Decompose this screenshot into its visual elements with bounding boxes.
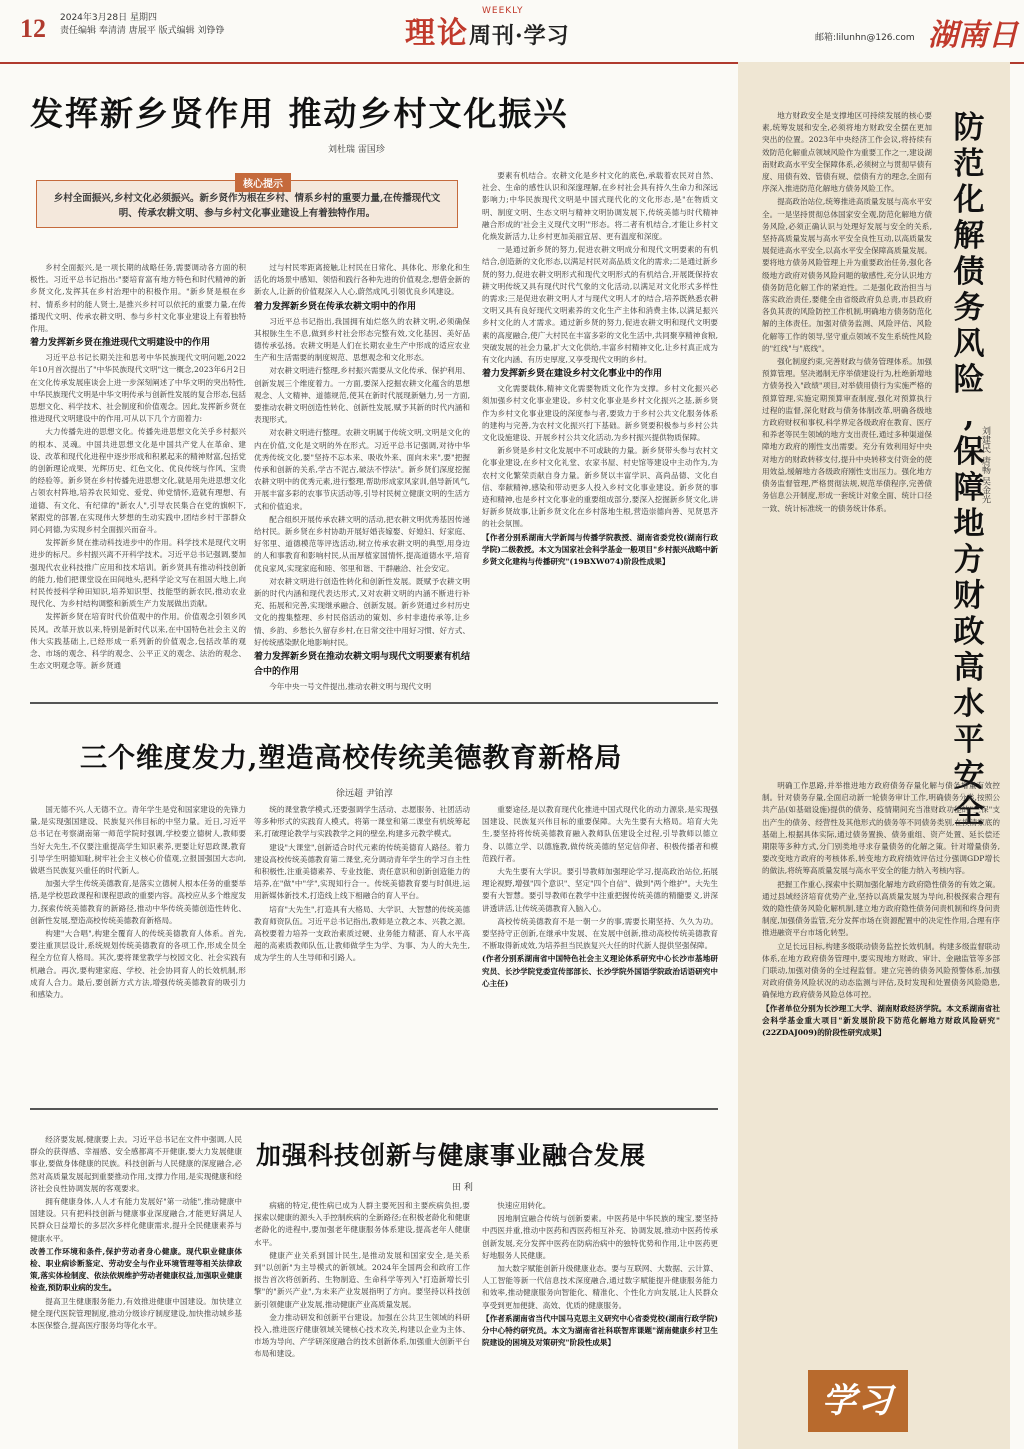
article1-column-2 — [254, 262, 470, 692]
page-number: 12 — [20, 14, 46, 43]
title-char: 地 — [953, 506, 985, 542]
paragraph: 文化需要载体,精神文化需要物质文化作为支撑。乡村文化振兴必须加强乡村文化事业建设。乡村文化事业是乡村文化振兴之基,新乡贤作为乡村文化事业建设的深度参与者,要致力于乡村公共文化服务体系的建构与完善,为农村文化振兴打下基础。新乡贤要积极参与乡村公共文化设施建设、开展乡村公共文化活动,为乡村振兴提供物质保障。 — [482, 384, 718, 443]
title-char: 安 — [953, 758, 985, 794]
paragraph: 快速应用转化。 — [497, 1201, 551, 1210]
paragraph: 改善工作环境和条件,保护劳动者身心健康。现代职业健康体检、职业病诊断鉴定、劳动安全与作业环境管理等相关法律政策,落实体检制度、依法依规维护劳动者健康权益,加强职业健康检查,预防职业病的发生。 — [30, 1246, 242, 1293]
key-points-text: 乡村全面振兴,乡村文化必须振兴。新乡贤作为根在乡村、情系乡村的重要力量,在传播现代文明、传承农耕文明、参与乡村文化事业建设上有着独特作用。 — [53, 193, 441, 219]
title-char: 全 — [953, 794, 985, 830]
key-points-box — [36, 180, 458, 228]
paragraph: 健康产业关系到国计民生,是推动发展和国家安全,是关系到"以创新"为主导模式的新领域。2024年全国两会和政府工作报告首次将创新药、生物制造、生命科学等列入"打造新增长引擎"的"新兴产业",为未来产业发展指明了方向。要坚持以科技创新引领健康产业发展,推动健康产业高质量发展。 — [254, 1250, 470, 1309]
article1-column-3 — [482, 170, 718, 692]
article2-byline: 徐远超 尹铂淳 — [336, 789, 393, 799]
subheading: 着力发挥新乡贤在建设乡村文化事业中的作用 — [482, 369, 663, 380]
paragraph: 金力推动研发和创新平台建设。加强在公共卫生领域的科研投入,推进医疗健康领域关键核心技术攻关,构建以企业为主体、市场为导向、产学研深度融合的技术创新体系,加强重大创新平台布局和建设。 — [254, 1312, 470, 1359]
paragraph: 培育"大先生",打造具有大格局、大学识、大智慧的传统美德教育师资队伍。习近平总书记指出,教师是立教之本、兴教之源。高校要着力培养一支政治素质过硬、业务能力精湛、育人水平高超的高素质教师队伍,让教师做学生为学、为事、为人的大先生,成为学生的人生导师和引路人。 — [254, 904, 470, 963]
study-badge: 学习 — [808, 1370, 908, 1432]
paragraph: 对农耕文明进行整理,乡村振兴需要从文化传承、保护利用、创新发展三个维度着力。一方面,要深入挖掘农耕文化蕴含的思想观念、人文精神、道德规范,使其在新时代展现新魅力,另一方面,要推动农耕文明创造性转化、创新性发展,赋予其新的时代内涵和表现形式。 — [254, 366, 470, 425]
paragraph: 构建"大合唱",构建全覆育人的传统美德教育人体系。首先,要注重顶层设计,系统规划传统美德教育的各项工作,形成全员全程全方位育人格局。其次,要将课堂教学与校园文化、社会实践有机融合。再次,要构建家庭、学校、社会协同育人的长效机制,形成育人合力。最后,要创新方式方法,增强传统美德教育的吸引力和感染力。 — [30, 929, 246, 1000]
article1-title: 发挥新乡贤作用 推动乡村文化振兴 — [30, 94, 569, 133]
sidebar-authors: 刘建民 唐畅 吴金光 — [980, 426, 990, 504]
paragraph: 加强大学生传统美德教育,是落实立德树人根本任务的重要举措,是学校思政课程和课程思政的重要内容。高校应从多个维度发力,探索传统美德教育的新路径,推动中华传统美德创造性转化、创新性发展,塑造高校传统美德教育新格局。 — [30, 879, 246, 925]
title-char: 解 — [953, 218, 985, 254]
weekly-label: WEEKLY — [482, 6, 524, 16]
paragraph: 大力传播先进的思想文化。传播先进思想文化关乎乡村振兴的根本、灵魂。中国共进思想文化是中国共产党人在革命、建设、改革和现代化进程中逐步形成和积累起来的精神财富,包括党的创新理论成果、光辉历史、红色文化、优良传统与作风、宝贵的经验等。新乡贤在乡村传播先进思想文化,就是用先进思想文化占领农村阵地,培养农民知党、爱党、帅党情怀,造就有理想、有道德、有文化、有纪律的"新农人",引导农民集合在党的旗帜下,紧跟党的部署,在实现伟大梦想的生动实践中,团结乡村干部群众同心同德,为实现乡村全面振兴而奋斗。 — [30, 427, 246, 535]
paragraph: 乡村全面振兴,是一项长期的战略任务,需要调动各方面的积极性。习近平总书记指出:"要培育富有地方特色和时代精神的新乡贤文化,发挥其在乡村治理中的积极作用。"新乡贤是根在乡村、情系乡村的能人贤士,是推兴乡村可以依托的重要力量,在传播现代文明、传承农耕文明、参与乡村文化事业建设上有着独特作用。 — [30, 263, 246, 334]
issue-date: 2024年3月28日 星期四 — [60, 13, 157, 23]
paragraph: 因地制宜融合传统与创新要素。中医药是中华民族的瑰宝,要坚持中西医并重,推动中医药和西医药相互补充、协调发展,推动中医药传承创新发展,充分发挥中医药在防病治病中的独特优势和作用,让中医药更好地服务人民健康。 — [482, 1214, 718, 1260]
paragraph: 发挥新乡贤在培育时代价值观中的作用。价值观念引领乡风民风。改革开放以来,特别是新时代以来,在中国特色社会主义的伟大实践基础上,已经形成一系列新的价值观念,包括改革的观念、市场的观念、科学的观念、公平正义的观念、法治的观念、生态文明观念等。新乡贤通 — [30, 612, 246, 671]
sidebar-column — [762, 110, 932, 770]
section-sub: 周刊·学习 — [469, 23, 570, 49]
paragraph: 加大数字赋能创新升级健康业态。要与互联网、大数据、云计算、人工智能等新一代信息技术深度融合,通过数字赋能提升健康服务能力和效率,推动健康服务向智能化、精准化、个性化方向发展,让人民群众享受到更加便捷、高效、优质的健康服务。 — [482, 1264, 718, 1310]
article1-byline: 刘杜瑞 雷国珍 — [328, 145, 385, 155]
masthead — [0, 0, 1024, 64]
key-points-label: 核心提示 — [235, 173, 291, 192]
newspaper-logo: 湖南日 — [928, 18, 1018, 53]
article2-column-3 — [482, 804, 718, 1100]
editors: 责任编辑 奉清清 唐展平 版式编辑 刘铮铮 — [60, 26, 225, 36]
subheading: 着力发挥新乡贤在推进现代文明建设中的作用 — [30, 338, 211, 349]
title-char: 水 — [953, 686, 985, 722]
article3-column-1 — [30, 1134, 242, 1439]
article2-column-1 — [30, 804, 246, 1100]
paragraph: 习近平总书记长期关注和思考中华民族现代文明问题,2022年10月首次提出了"中华民族现代文明"这一概念,2023年6月2日在文化传承发展座谈会上进一步深刻阐述了中华文明的突出特性,中华民族现代文明是中华文明传承与创新性发展的复合形态,包括思想文化、科学技术、社会制度和价值观念。因此,发挥新乡贤在推进现代文明建设中的作用,可从以下几个方面着力: — [30, 353, 246, 424]
paragraph: 病痛的特定,使性病已成为人群主要死因和主要疾病负担,要探索以健康的源头入手控制疾病的全新路径;在积极老龄化和健康老龄化的进程中,要加强老年健康服务体系建设,提高老年人健康水平。 — [254, 1201, 470, 1247]
title-char: 化 — [953, 182, 985, 218]
paragraph: 地方财政安全是支撑地区可持续发展的核心要素,统筹发展和安全,必须将地方财政安全摆在更加突出的位置。2023年中央经济工作会议,将持续有效防范化解重点领域风险作为重要工作之一,建设湖南财政高水平安全保障体系,必须树立与贯彻早债有度、用债有效、管债有规、偿债有方的理念,全面有序深入推进防范化解地方债务风险工作。 — [762, 111, 932, 194]
title-char: 财 — [953, 578, 985, 614]
article3-column-3 — [482, 1200, 718, 1439]
paragraph: 提高卫生健康服务能力,有效推进健康中国建设。加快建立健全现代医院管理制度,推动分级诊疗制度建设,加快推动城乡基本医保整合,提高医疗服务均等化水平。 — [30, 1296, 242, 1331]
title-char: 范 — [953, 146, 985, 182]
paragraph: 把握工作重心,探索中长期加强化解地方政府隐性债务的有效之策。通过县域经济培育优势产业,坚持以高质量发展为导向,积极探索合理有效的隐性债务风险化解机制,建立地方政府隐性债务问责机制和终身问责制度,加强债务监管,充分发挥市场在资源配置中的决定性作用,合理有序推进融资平台市场化转型。 — [762, 879, 1000, 938]
paragraph: 对农耕文明进行整理。农耕文明属于传统文明,文明是文化的内在价值,文化是文明的外在形式。习近平总书记强调,对待中华优秀传统文化,要"坚持不忘本来、吸收外来、面向未来",要"把握传承和创新的关系,学古不泥古,破法不悖法"。新乡贤们深度挖掘农耕文明中的优秀元素,进行整理,帮助形成家风家训,倡导新风气,开展丰富多彩的农事节庆活动等,引导村民树立健康文明的生活方式和价值追求。 — [254, 428, 470, 511]
paragraph: 统的课堂教学模式,还要强调学生活动、志愿服务、社团活动等多种形式的实践育人模式。将第一课堂和第二课堂有机统筹起来,打破理论教学与实践教学之间的壁垒,构建多元教学模式。 — [254, 805, 470, 839]
title-char: 高 — [953, 650, 985, 686]
title-char: 债 — [953, 254, 985, 290]
paragraph: 配合组织开展传承农耕文明的活动,把农耕文明优秀基因传递给村民。新乡贤在乡村协助开展好婚丧嫁娶、好媳妇、好家庭、好邻里、道德模范等评选活动,树立传承农耕文明的典型,用身边的人和事教育和影响村民,从而厚植家国情怀,提高道德水平,培育优良家风,实现家庭和睦、邻里和谐、干群融洽、社会安定。 — [254, 514, 470, 573]
divider — [30, 702, 718, 704]
paragraph: 经济要发展,健康要上去。习近平总书记在文件中强调,人民群众的获得感、幸福感、安全感都离不开健康,要大力发展健康事业,要做身体健康的民族。科技创新与人民健康的深度融合,必然对高质量发展起到重要推动作用,支撑力作用,是实现健康和经济社会良性协调发展的客观要求。 — [30, 1135, 242, 1193]
author-note: (作者分别系湖南省中国特色社会主义理论体系研究中心长沙市基地研究员、长沙学院党委宣传部部长、长沙学院外国语学院政治话语研究中心主任) — [482, 954, 718, 988]
title-char: 防 — [953, 110, 985, 146]
subheading: 着力发挥新乡贤在传承农耕文明中的作用 — [254, 301, 417, 312]
paragraph: 高校传统美德教育不是一朝一夕的事,需要长期坚持、久久为功。要坚持守正创新,在继承中发展、在发展中创新,推动高校传统美德教育不断取得新成效,为培养担当民族复兴大任的时代新人提供坚强保障。 — [482, 916, 718, 951]
article2-column-2 — [254, 804, 470, 1100]
divider — [30, 1108, 718, 1110]
sidebar-column-wide — [762, 780, 1000, 1340]
title-char: 平 — [953, 722, 985, 758]
title-char: 保 — [953, 434, 985, 470]
author-note: 【作者系湖南省当代中国马克思主义研究中心省委党校(湖南行政学院)分中心特约研究员。本文为湖南省社科联智库课题"湖南健康乡村卫生院建设的困境及对策研究"阶段性成果】 — [482, 1313, 718, 1348]
article3-byline: 田 利 — [452, 1183, 473, 1193]
paragraph: 拥有健康身体,人人才有能力发展好"第一动能",推动健康中国建设。只有把科技创新与健康事业深度融合,才能更好满足人民群众日益增长的多层次多样化健康需求,提升全民健康素养与健康水平。 — [30, 1197, 242, 1243]
title-char: 政 — [953, 614, 985, 650]
paragraph: 强化制度约束,完善财政与债务管理体系。加强预算管理。坚决遏制无序举债建设行为,杜绝新增地方债务投入"政绩"项目,对举债用债行为实施严格的预算管理,实施定期预算审查制度,强化对预算执行过程的监督,深化财政与债务体制改革,明确各级地方政府财权和事权,科学界定各级政府在教育、医疗和养老等民生领域的地方支出责任,通过多种渠道保障地方政府的刚性支出需要。充分有效利用好中央对地方的财政转移支付,提升中央转移支付资金的使用效益,缓解地方各级政府刚性支出压力。强化地方债务监督管理,严格贯彻法规,规范举债程序,完善债务信息公开制度,形成一套统计对象全面、统计口径一致、统计标准统一的债务统计体系。 — [762, 357, 932, 513]
masthead-meta — [60, 12, 224, 38]
author-note: 【作者分别系湖南大学新闻与传播学院教授、湖南省委党校(湖南行政学院)二级教授。本文为国家社会科学基金一般项目"乡村振兴战略中新乡贤文化建构与传播研究"(19BXW074)阶段性成果】 — [482, 532, 718, 567]
paragraph: 发挥新乡贤在推动科技进步中的作用。科学技术是现代文明进步的标尺。乡村振兴离不开科学技术。习近平总书记强调,要加强现代农业科技推广应用和技术培训。新乡贤具有推动科技创新的能力,他们把课堂设在田间地头,把科学论文写在祖国大地上,向村民传授科学种田知识,培养知识型、技能型的新农民,推动农业现代化、为乡村结构调整和新质生产力发展做出贡献。 — [30, 538, 246, 609]
author-note: 【作者单位分别为长沙理工大学、湖南财政经济学院。本文系湖南省社会科学基金重大项目"新发展阶段下防范化解地方财政风险研究"(22ZDAJ009)的阶段性研究成果】 — [762, 1003, 1000, 1038]
contact-email: 邮箱:lilunhn@126.com — [815, 33, 915, 43]
paragraph: 今年中央一号文件提出,推动农耕文明与现代文明 — [269, 682, 432, 692]
section-name: 理论 — [405, 16, 469, 51]
paragraph: 对农耕文明进行创造性转化和创新性发展。既赋予农耕文明新的时代内涵和现代表达形式,又对农耕文明的内涵不断进行补充、拓展和完善,实现继承融合、创新发展。新乡贤通过乡村历史文化的搜集整理、乡村民俗活动的策划、乡村非遗传承等,让乡情、乡韵、乡愁长久留存乡村,在日常交往中用好习惯、好方式、好传统感染默化地影响村民。 — [254, 576, 470, 647]
article3-column-2 — [254, 1200, 470, 1439]
paragraph: 提高政治站位,统筹推进高质量发展与高水平安全。一是坚持贯彻总体国家安全观,防范化解地方债务风险,必须正确认识与处理好发展与安全的关系,坚持高质量发展与高水平安全良性互动,以高质量发展促进高水平安全,以高水平安全保障高质量发展。要将地方债务风险管理上升为重要政治任务,强化各级地方政府对债务风险问题的敏感性,充分认识地方债务防范化解工作的紧迫性。二是强化政治担当与落实政治责任,要健全由省级政府负总责,市县政府各负其责的风险防控工作机制,明确地方债务防范化解的主体责任。加强对债务监测、风险评估、风险化解等工作的领导,坚守重点领域不发生系统性风险的"红线"与"底线"。 — [762, 197, 932, 353]
subheading: 着力发挥新乡贤在推动农耕文明与现代文明要素有机结合中的作用 — [254, 652, 470, 678]
title-char: 障 — [953, 470, 985, 506]
article2-title: 三个维度发力,塑造高校传统美德教育新格局 — [80, 743, 623, 774]
paragraph: 重要途径,是以教育现代化推进中国式现代化的动力源泉,是实现强国建设、民族复兴伟目标的重要保障。大先生要有大格局。培育大先生,要坚持将传统美德教育融入教师队伍建设全过程,引导教师以德立身、以德立学、以德施教,做传统美德的坚定信仰者、积极传播者和模范践行者。 — [482, 805, 718, 863]
article1-column-1 — [30, 262, 246, 692]
paragraph: 建设"大课堂",创新适合时代元素的传统美德育人路径。着力建设高校传统美德教育第二课堂,充分调动青年学生的学习自主性和积极性,注重美德素养、专业技能、责任意识和创新创造能力的培养,在"做"中"学",实现知行合一。传统美德教育要与时俱进,运用新媒体新技术,打造线上线下相融合的育人平台。 — [254, 842, 470, 901]
paragraph: 新乡贤是乡村文化发展中不可或缺的力量。新乡贤带头参与农村文化事业建设,在乡村文化礼堂、农家书屋、村史馆等建设中主动作为,为农村文化繁荣贡献自身力量。新乡贤以丰富学识、高尚品德、文化自信、奉献精神,感染和带动更多人投入乡村文化事业建设。新乡贤的事迹和精神,也是乡村文化事业的重要组成部分,要深入挖掘新乡贤文化,讲好新乡贤故事,让新乡贤文化在乡村落地生根,营造崇德向善、见贤思齐的社会氛围。 — [482, 446, 718, 529]
title-char: , — [963, 398, 975, 434]
paragraph: 习近平总书记指出,我国拥有灿烂悠久的农耕文明,必须确保其根脉生生不息,做到乡村社会形态完整有效,文化基因、美好品德传承弘扬。农耕文明是人们在长期农业生产中形成的适应农业生产和生活需要的制度规范、思想观念和文化形态。 — [254, 316, 470, 363]
paragraph: 大先生要有大学识。要引导教师加强理论学习,提高政治站位,拓展理论视野,增强"四个意识"、坚定"四个自信"、做到"两个维护"。大先生要有大智慧。要引导教师在教学中注重把握传统美德的精髓要义,讲深讲透讲活,让传统美德教育入脑入心。 — [482, 867, 718, 913]
paragraph: 一是通过新乡贤的努力,促进农耕文明成分和现代文明要素的有机结合,创造新的文化形态,以满足村民对高品质文化的需求;二是通过新乡贤的努力,促进农耕文明形式和现代文明形式的有机结合,开展既保持农耕文明传统又具有现代时代气象的文化活动,以满足对文化形式多样性的需求;三是促进农耕文明人才与现代文明人才的结合,培养既熟悉农耕文明又具有良好现代文明素养的文化生产主体和消费主体,以满足振兴乡村文化的人才需求。通过新乡贤的努力,促进农耕文明和现代文明要素的高度融合,使广大村民在丰富多彩的文化生活中,共同聚享精神食粮,突破发展的社会力量,扩大文化供给,丰富乡村精神文化,让乡村真正成为有文化内涵、有历史厚度,又享受现代文明的乡村。 — [482, 245, 718, 365]
article3-title: 加强科技创新与健康事业融合发展 — [256, 1141, 647, 1170]
title-char: 险 — [953, 362, 985, 398]
title-char: 方 — [953, 542, 985, 578]
section-title — [405, 8, 570, 52]
paragraph: 国无德不兴,人无德不立。青年学生是党和国家建设的先锋力量,是实现强国建设、民族复兴伟目标的中坚力量。近日,习近平总书记在考察湖南第一师范学院时强调,学校要立德树人,教师要当好大先生,不仅要注重提高学生知识素养,更要让好思政课,教育引导学生明德知耻,树牢社会主义核心价值观,立报国强国大志向,做堪当民族复兴重任的时代新人。 — [30, 805, 246, 876]
paragraph: 过与村民零距离接触,让村民在日常化、具体化、形象化和生活化的场景中感知、领悟和践行各种先进的价值观念,想借金新的新农人,让新的价值观深入人心,蔚然成风,引领优良乡风建设。 — [254, 263, 470, 297]
paragraph: 要素有机结合。农耕文化是乡村文化的底色,承载着农民对自然、社会、生命的感性认识和深邃理解,在乡村社会具有持久生命力和深远影响力;中华民族现代文明是中国式现代化的文化形态,是"在物质文明、制度文明、生态文明与精神文明协调发展下,传统美德与时代精神融合形成的'社会主义现代文明'"形态。将二者有机结合,才能让乡村文化焕发新活力,让乡村更加美丽宜居、更有温度和深度。 — [482, 171, 718, 242]
title-char: 务 — [953, 290, 985, 326]
paragraph: 立足长远目标,构建多级联动债务监控长效机制。构建多级监督联动体系,在地方政府债务管理中,要实现地方财政、审计、金融监管等多部门联动,加强对债务的全过程监督。建立完善的债务风险预警体系,加强对政府债务风险状况的动态监测与评估,及时发现和处置债务风险隐患,确保地方政府债务风险总体可控。 — [762, 941, 1000, 1000]
paragraph: 明确工作思路,并举推进地方政府债务存量化解与债务增量有效控制。针对债务存量,全面启动新一轮债务审计工作,明确债务分类,按照公共产品(如基础设施)提供的债务、疫情期间充当准财政功能的"三保"支出产生的债务、经营性及其他形式的债务等不同债务类别,在摸清家底的基础上,根据具体实际,通过债务置换、债务重组、资产处置、延长偿还期限等多种方式,分门别类地寻求存量债务的化解之策。针对增量债务,要改变地方政府的考核体系,转变地方政府绩效评估过分强调GDP增长的做法,将统筹高质量发展与高水平安全的能力纳入考核内容。 — [762, 781, 1000, 876]
title-char: 风 — [953, 326, 985, 362]
